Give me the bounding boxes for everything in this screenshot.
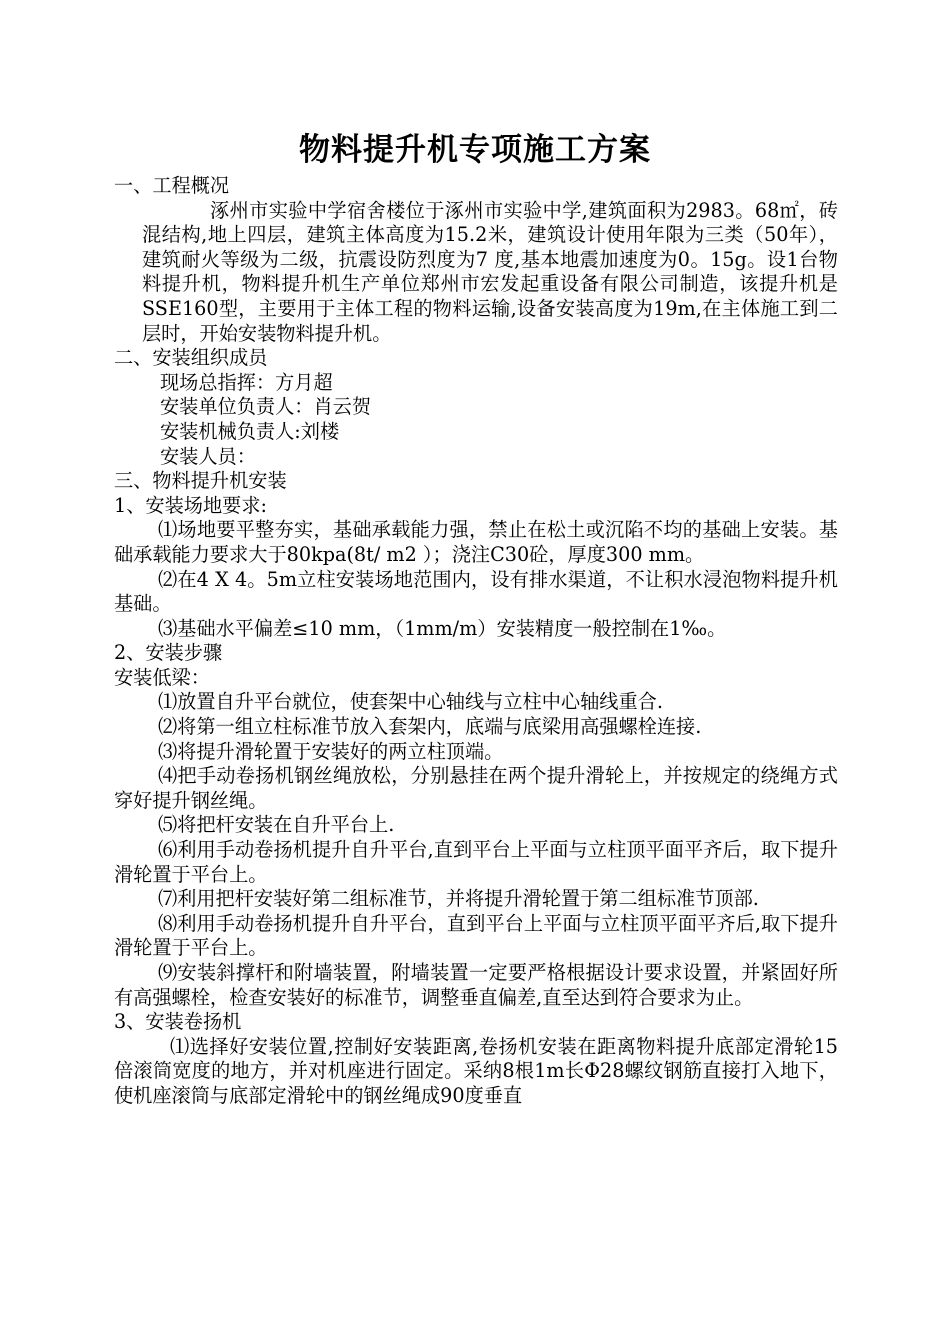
install-step-item: ⑸将把杆安装在自升平台上. (158, 813, 395, 837)
member-item: 现场总指挥：方月超 (160, 370, 333, 394)
install-step-item: ⑵将第一组立柱标准节放入套架内，底端与底梁用高强螺栓连接. (158, 715, 702, 739)
document-title: 物料提升机专项施工方案 (299, 132, 651, 168)
section-heading-overview: 一、工程概况 (114, 174, 230, 197)
subsection-subheading-beam: 安装低梁： (114, 665, 210, 689)
install-step-item: ⑹利用手动卷扬机提升自升平台,直到平台上平面与立柱顶平面平齐后，取下提升滑轮置于平台上。 (114, 838, 838, 886)
install-step-item: ⑺利用把杆安装好第二组标准节，并将提升滑轮置于第二组标准节顶部. (158, 887, 759, 911)
install-step-item: ⑴放置自升平台就位，使套架中心轴线与立柱中心轴线重合. (158, 690, 663, 714)
overview-paragraph: 涿州市实验中学宿舍楼位于涿州市实验中学,建筑面积为2983。68㎡，砖混结构,地上四层，建筑主体高度为15.2米，建筑设计使用年限为三类（50年），建筑耐火等级为二级，抗震设防烈度为7 度,基本地震加速度为0。15g。设1台物料提升机，物料提升机生产单位郑州市宏发起重设备有限公司制造，该提升机是SSE160型，主要用于主体工程的物料运输,设备安装高度为19m,在主体施工到二层时，开始安装物料提升机。 (142, 198, 838, 345)
member-item: 安装人员： (160, 444, 256, 468)
install-step-item: ⑷把手动卷扬机钢丝绳放松，分别悬挂在两个提升滑轮上，并按规定的绕绳方式穿好提升钢丝绳。 (114, 764, 838, 812)
member-item: 安装单位负责人：肖云贺 (160, 395, 372, 419)
subsection-heading-steps: 2、安装步骤 (114, 641, 223, 665)
member-item: 安装机械负责人:刘楼 (160, 419, 340, 443)
site-requirement-item: ⑵在4 X 4。5m立柱安装场地范围内，设有排水渠道，不让积水浸泡物料提升机基础。 (114, 567, 838, 616)
subsection-heading-site: 1、安装场地要求: (114, 493, 267, 517)
install-step-item: ⑶将提升滑轮置于安装好的两立柱顶端。 (158, 739, 504, 763)
subsection-heading-winch: 3、安装卷扬机 (114, 1010, 242, 1034)
section-heading-installation: 三、物料提升机安装 (114, 469, 287, 493)
site-requirement-item: ⑶基础水平偏差≤10 mm，（1mm/m）安装精度一般控制在1‰。 (158, 616, 727, 640)
install-step-item: ⑻利用手动卷扬机提升自升平台，直到平台上平面与立柱顶平面平齐后,取下提升滑轮置于平台上。 (114, 911, 838, 960)
install-step-item: ⑼安装斜撑杆和附墙装置，附墙装置一定要严格根据设计要求设置，并紧固好所有高强螺栓，检查安装好的标准节，调整垂直偏差,直至达到符合要求为止。 (114, 961, 838, 1009)
site-requirement-item: ⑴场地要平整夯实，基础承载能力强，禁止在松土或沉陷不均的基础上安装。基础承载能力要求大于80kpa(8t/ m2 ）；浇注C30砼，厚度300 mm。 (114, 518, 838, 566)
section-heading-members: 二、安装组织成员 (114, 346, 268, 370)
document-body (114, 174, 838, 1109)
winch-step-item: ⑴选择好安装位置,控制好安装距离,卷扬机安装在距离物料提升底部定滑轮15倍滚筒宽度的地方，并对机座进行固定。采纳8根1m长Φ28螺纹钢筋直接打入地下，使机座滚筒与底部定滑轮中的钢丝绳成90度垂直 (114, 1034, 838, 1107)
